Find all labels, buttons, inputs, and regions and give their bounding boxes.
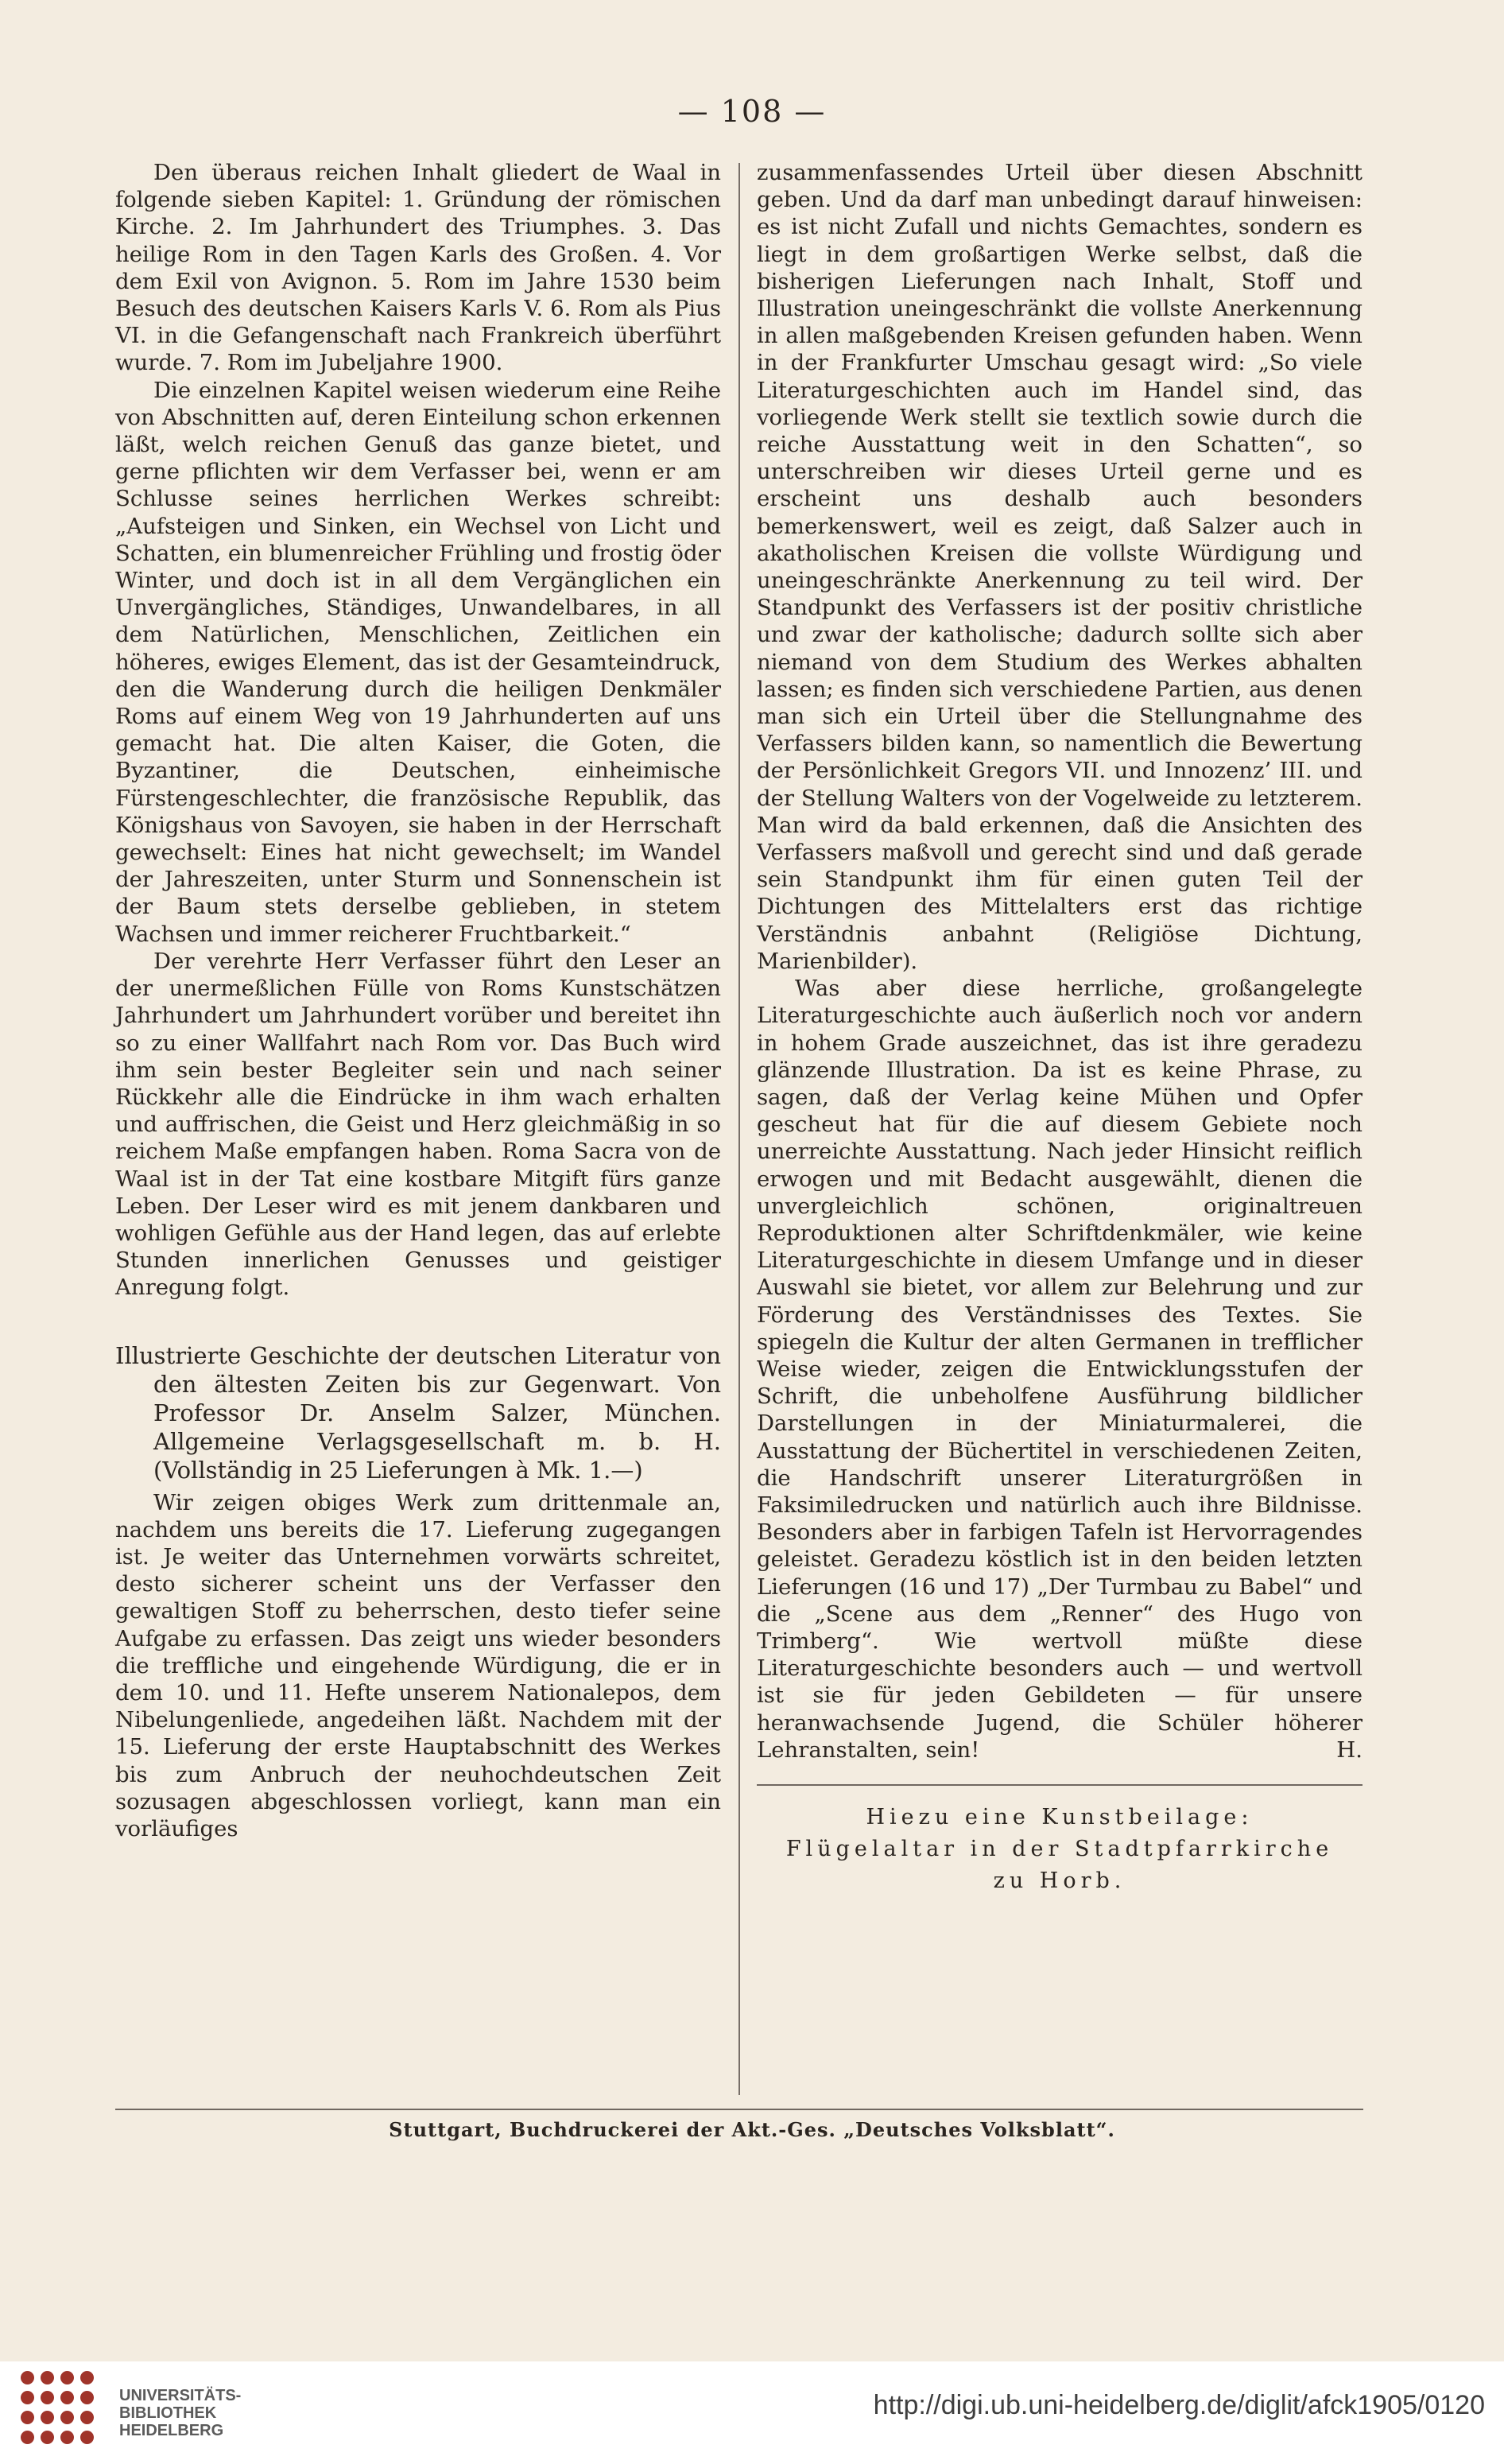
library-name-line-2: BIBLIOTHEK (119, 2404, 217, 2422)
digitization-footer (0, 2361, 1504, 2464)
column-divider (738, 163, 740, 2095)
supplement-notice (757, 1802, 1363, 1897)
left-paragraph-2: Die einzelnen Kapitel weisen wiederum eine Reihe von Abschnitten auf, deren Einteilung schon erkennen läßt, welch reichen Genuß das ganze bietet, und gerne pflichten wir dem Verfasser bei, wenn er am Schlusse seines herrlichen Werkes schreibt: „Aufsteigen und Sinken, ein Wechsel von Licht und Schatten, ein blumenreicher Frühling und frostig öder Winter, und doch ist in all dem Vergänglichen ein Unvergängliches, Ständiges, Unwandelbares, in all dem Natürlichen, Menschlichen, Zeitlichen ein höheres, ewiges Element, das ist der Gesamteindruck, den die Wanderung durch die heiligen Denkmäler Roms auf einem Weg von 19 Jahrhunderten auf uns gemacht hat. Die alten Kaiser, die Goten, die Byzantiner, die Deutschen, einheimische Fürstengeschlechter, die französische Republik, das Königshaus von Savoyen, sie haben in der Herrschaft gewechselt: Eines hat nicht gewechselt; im Wandel der Jahreszeiten, unter Sturm und Sonnenschein ist der Baum stets derselbe geblieben, in stetem Wachsen und immer reicherer Fruchtbarkeit.“ (115, 377, 721, 947)
page-number: — 108 — (677, 94, 827, 129)
left-paragraph-1: Den überaus reichen Inhalt gliedert de Waal in folgende sieben Kapitel: 1. Gründung der römischen Kirche. 2. Im Jahrhundert des Triumphes. 3. Das heilige Rom in den Tagen Karls des Großen. 4. Vor dem Exil von Avignon. 5. Rom im Jahre 1530 beim Besuch des deutschen Kaisers Karls V. 6. Rom als Pius VI. in die Gefangenschaft nach Frankreich überführt wurde. 7. Rom im Jubeljahre 1900. (115, 160, 721, 376)
printer-imprint: Stuttgart, Buchdruckerei der Akt.-Ges. „Deutsches Volksblatt“. (389, 2118, 1115, 2141)
right-paragraph-2: Was aber diese herrliche, großangelegte Literaturgeschichte auch äußerlich noch vor andern in hohem Grade auszeichnet, das ist ihre geradezu glänzende Illustration. Da ist es keine Phrase, zu sagen, daß der Verlag keine Mühen und Opfer gescheut hat für die auf diesem Gebiete noch unerreichte Ausstattung. Nach jeder Hinsicht reiflich erwogen und mit Bedacht ausgewählt, dienen die unvergleichlich schönen, originaltreuen Reproduktionen alter Schriftdenkmäler, wie keine Literaturgeschichte in diesem Umfange und in dieser Auswahl sie bietet, vor allem zur Belehrung und zur Förderung des Verständnisses des Textes. Sie spiegeln die Kultur der alten Germanen in trefflicher Weise wieder, zeigen die Entwicklungsstufen der Schrift, die unbeholfene Ausführung bildlicher Darstellungen in der Miniaturmalerei, die Ausstattung der Büchertitel in verschiedenen Zeiten, die Handschrift unserer Literaturgrößen in Faksimiledrucken und natürlich auch ihre Bildnisse. Besonders aber in farbigen Tafeln ist Hervorragendes geleistet. Geradezu köstlich ist in den beiden letzten Lieferungen (16 und 17) „Der Turmbau zu Babel“ und die „Scene aus dem „Renner“ des Hugo von Trimberg“. Wie wertvoll müßte diese Literaturgeschichte besonders auch — und wertvoll ist sie für jeden Gebildeten — für unsere heranwachsende Jugend, die Schüler höherer Lehranstalten, sein! (757, 976, 1363, 1763)
source-url-link[interactable]: http://digi.ub.uni-heidelberg.de/diglit/afck1905/0120 (873, 2390, 1485, 2420)
review-heading: Illustrierte Geschichte der deutschen Literatur von den ältesten Zeiten bis zur Gegenwart. Von Professor Dr. Anselm Salzer, München. Allgemeine Verlagsgesellschaft m. b. H. (Vollständig in 25 Lieferungen à Mk. 1.—) (115, 1341, 721, 1484)
library-name-line-1: UNIVERSITÄTS- (119, 2387, 242, 2404)
right-column (757, 159, 1363, 1897)
imprint-divider (115, 2109, 1363, 2110)
supplement-line-1: Hiezu eine Kunstbeilage: (866, 1805, 1254, 1830)
library-logo-icon (17, 2368, 107, 2457)
review-signature: H. (1336, 1736, 1363, 1763)
left-column (115, 159, 721, 1842)
supplement-divider (757, 1784, 1363, 1786)
library-name (119, 2387, 241, 2439)
right-paragraph-1: zusammenfassendes Urteil über diesen Abschnitt geben. Und da darf man unbedingt darauf hinweisen: es ist nicht Zufall und nichts Gemachtes, sondern es liegt in dem großartigen Werke selbst, daß die bisherigen Lieferungen nach Inhalt, Stoff und Illustration uneingeschränkt die vollste Anerkennung in allen maßgebenden Kreisen gefunden haben. Wenn in der Frankfurter Umschau gesagt wird: „So viele Literaturgeschichten auch im Handel sind, das vorliegende Werk stellt sie textlich sowie durch die reiche Ausstattung weit in den Schatten“, so unterschreiben wir dieses Urteil gerne und es erscheint uns deshalb auch besonders bemerkenswert, weil es zeigt, daß Salzer auch in akatholischen Kreisen die vollste Würdigung und uneingeschränkte Anerkennung zu teil wird. Der Standpunkt des Verfassers ist der positiv christliche und zwar der katholische; dadurch sollte sich aber niemand von dem Studium des Werkes abhalten lassen; es finden sich verschiedene Partien, aus denen man sich ein Urteil über die Stellungnahme des Verfassers bilden kann, so namentlich die Bewertung der Persönlichkeit Gregors VII. und Innozenz’ III. und der Stellung Walters von der Vogelweide zu letzterem. Man wird da bald erkennen, daß die Ansichten des Verfassers maßvoll und gerecht sind und daß gerade sein Standpunkt ihm für einen guten Teil der Dichtungen des Mittelalters erst das richtige Verständnis anbahnt (Religiöse Dichtung, Marienbilder). (757, 160, 1363, 974)
library-name-line-3: HEIDELBERG (119, 2422, 224, 2439)
left-paragraph-3: Der verehrte Herr Verfasser führt den Leser an der unermeßlichen Fülle von Roms Kunstschätzen Jahrhundert um Jahrhundert vorüber und bereitet ihn so zu einer Wallfahrt nach Rom vor. Das Buch wird ihm sein bester Begleiter sein und nach seiner Rückkehr alle die Eindrücke in ihm wach erhalten und auffrischen, die Geist und Herz gleichmäßig in so reichem Maße empfangen haben. Roma Sacra von de Waal ist in der Tat eine kostbare Mitgift fürs ganze Leben. Der Leser wird es mit jenem dankbaren und wohligen Gefühle aus der Hand legen, das auf erlebte Stunden innerlichen Genusses und geistiger Anregung folgt. (115, 948, 721, 1301)
left-paragraph-4: Wir zeigen obiges Werk zum drittenmale an, nachdem uns bereits die 17. Lieferung zugegangen ist. Je weiter das Unternehmen vorwärts schreitet, desto sicherer scheint uns der Verfasser den gewaltigen Stoff zu beherrschen, desto tiefer seine Aufgabe zu erfassen. Das zeigt uns wieder besonders die treffliche und eingehende Würdigung, die er in dem 10. und 11. Hefte unserem Nationalepos, dem Nibelungenliede, angedeihen läßt. Nachdem mit der 15. Lieferung der erste Hauptabschnitt des Werkes bis zum Anbruch der neuhochdeutschen Zeit sozusagen abgeschlossen vorliegt, kann man ein vorläufiges (115, 1489, 721, 1841)
supplement-line-2: Flügelaltar in der Stadtpfarrkirche (785, 1837, 1334, 1862)
supplement-line-3: zu Horb. (993, 1868, 1126, 1894)
